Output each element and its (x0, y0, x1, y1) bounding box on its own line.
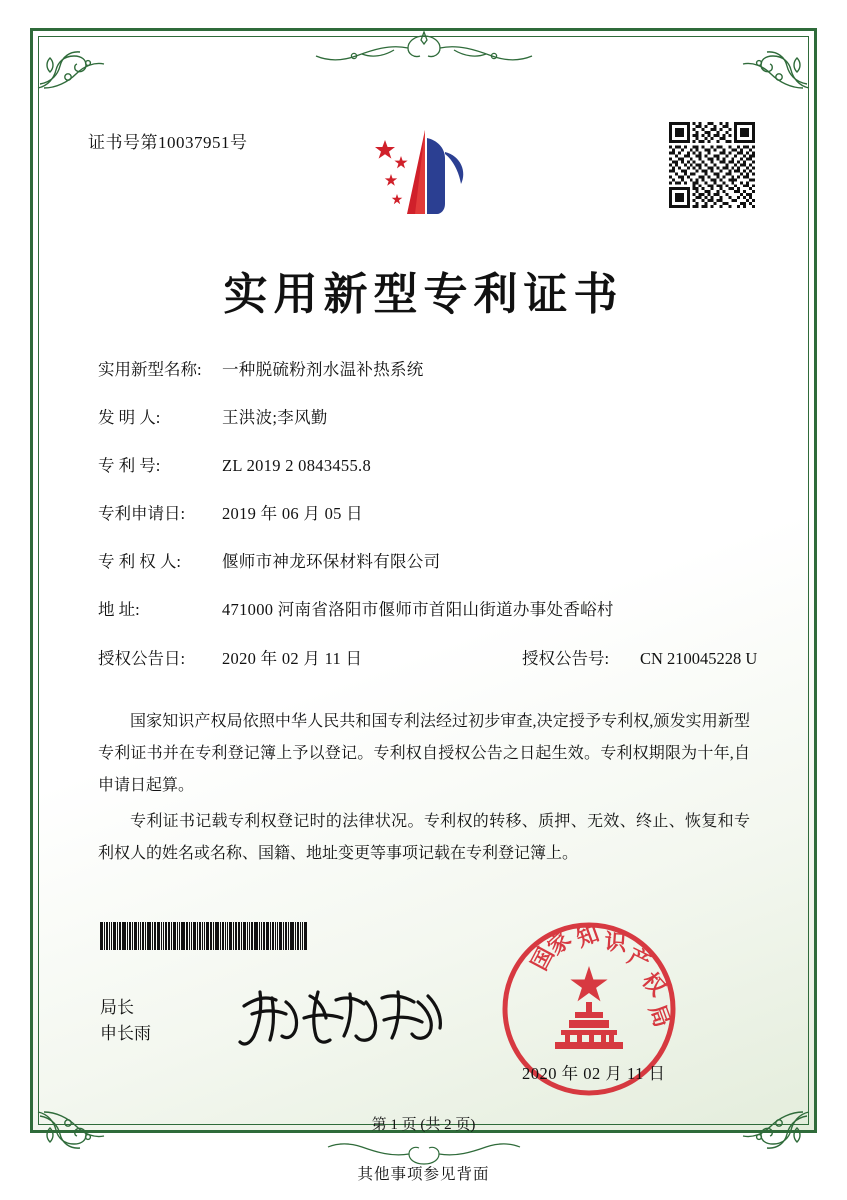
field-value: 一种脱硫粉剂水温补热系统 (222, 360, 424, 379)
paragraph-1: 国家知识产权局依照中华人民共和国专利法经过初步审查,决定授予专利权,颁发实用新型专利证书并在专利登记簿上予以登记。专利权自授权公告之日起生效。专利权期限为十年,自申请日起算。 (98, 713, 750, 794)
field-value: 2020 年 02 月 11 日 (222, 648, 363, 668)
field-row-application-date (98, 502, 758, 525)
certificate-body-text (98, 706, 750, 874)
field-label: 地 址: (98, 600, 140, 620)
field-value: 偃师市神龙环保材料有限公司 (222, 552, 441, 572)
svg-text:权: 权 (636, 967, 671, 1002)
field-value: ZL 2019 2 0843455.8 (222, 456, 371, 476)
handwritten-signature-icon (232, 978, 452, 1054)
page-indicator: 第 1 页 (共 2 页) (371, 1117, 476, 1133)
field-row-address (98, 598, 758, 621)
field-label: 专 利 号: (98, 456, 161, 476)
qr-code-icon (669, 122, 755, 208)
field-row-patentee (98, 550, 758, 573)
director-title-label: 局长 (100, 998, 134, 1017)
field-row-name (98, 358, 758, 381)
cnipa-emblem-icon (367, 118, 477, 223)
field-label: 专 利 权 人: (98, 552, 181, 572)
field-label: 发 明 人: (98, 408, 161, 428)
top-flourish-ornament-icon (294, 30, 554, 70)
field-value: 471000 河南省洛阳市偃师市首阳山街道办事处香峪村 (222, 600, 614, 620)
signature-labels (100, 995, 151, 1046)
field-row-inventors (98, 406, 758, 429)
field-value: 王洪波;李风勤 (222, 408, 328, 428)
svg-text:国: 国 (526, 943, 560, 975)
svg-text:局: 局 (643, 1001, 676, 1031)
barcode (100, 922, 325, 950)
field-row-grant-announcement (98, 647, 758, 670)
svg-text:家: 家 (542, 926, 577, 961)
certificate-number: 证书号第10037951号 (88, 133, 248, 152)
svg-text:知: 知 (573, 920, 603, 953)
footer-note: 其他事项参见背面 (357, 1166, 490, 1183)
svg-text:产: 产 (623, 943, 655, 977)
svg-text:识: 识 (603, 929, 628, 957)
field-label: 实用新型名称: (98, 360, 202, 379)
field-label: 授权公告号: (522, 648, 610, 668)
field-label: 授权公告日: (98, 648, 186, 668)
field-value: 2019 年 06 月 05 日 (222, 504, 363, 524)
field-row-patent-number (98, 454, 758, 477)
page-title: 实用新型专利证书 (223, 269, 624, 320)
field-label: 专利申请日: (98, 504, 186, 524)
seal-date: 2020 年 02 月 11 日 (522, 1064, 666, 1083)
certificate-fields (98, 358, 758, 695)
director-name-label: 申长雨 (100, 1023, 151, 1043)
field-value: CN 210045228 U (640, 648, 758, 668)
paragraph-2: 专利证书记载专利权登记时的法律状况。专利权的转移、质押、无效、终止、恢复和专利权人的姓名或名称、国籍、地址变更等事项记载在专利登记簿上。 (98, 813, 750, 862)
